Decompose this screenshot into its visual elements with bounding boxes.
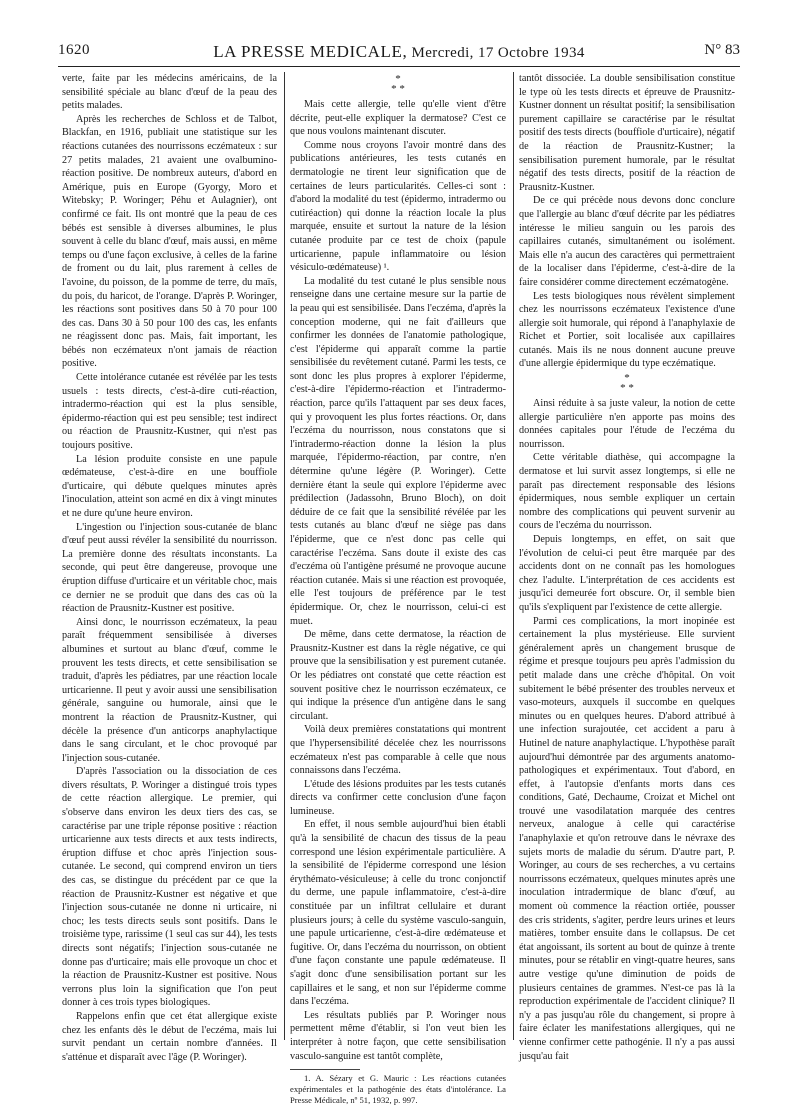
column-3 (519, 72, 735, 1063)
paragraph: La modalité du test cutané le plus sensible nous renseigne dans une certaine mesure sur la partie de la peau qui est sensibilisée. Dans l'eczéma, d'après la conception moderne, qui ne fait d'ailleurs que confirmer les données de l'anatomie pathologique, c'est l'épiderme qui apparaît comme la partie sensibilisée du revêtement cutané. Parmi les tests, ce sont donc les plus propres à explorer l'épiderme, c'est-à-dire l'épidermo-réaction et l'intradermo-réaction, parce qu'ils l'attaquent par ses deux faces, qui y provoquent les plus fortes réactions. Or, dans l'eczéma du nourrisson, nous constatons que si l'intradermo-réaction donne la lésion la plus marquée, l'épidermo-réaction, par contre, n'en détermine qu'une légère (P. Woringer). Cette dernière étant la seule qui explore l'épiderme avec prédilection (Jadassohn, Bruno Bloch), on doit déduire de ce fait que la sensibilité révélée par les tests cutanés au blanc d'œuf ne siège pas dans l'épiderme, que ce n'est donc pas celle qui caractérise l'eczéma. Sans doute il existe des cas d'eczéma où l'antigène présumé ne provoque aucune réaction cutanée. Mais si une réaction est provoquée, elle l'est toujours de préférence par le test épidermique. Or, chez le nourrisson, celui-ci est muet. (290, 275, 506, 627)
issue-date: Mercredi, 17 Octobre 1934 (411, 45, 585, 61)
column-divider (513, 72, 514, 1040)
paragraph: Après les recherches de Schloss et de Talbot, Blackfan, en 1916, publiait une statistique sur les réactions cutanées des nourrissons eczémateux : sur 27 petits malades, 21 avaient une ovalbumino-réaction positive. De nombreux auteurs, d'abord en Amérique, puis en Europe (Gyorgy, Moro et Witebsky; P. Woringer; Péhu et Aulagnier), ont confirmé ce fait. Ils ont montré que la peau de ces bébés est sensible à diverses albumines, le plus souvent à celle du blanc d'œuf, mais aussi, en même temps ou d'une façon exclusive, à celles de la farine de froment ou du lait, plus rarement à celles de l'avoine, du poisson, de la pomme de terre, du maïs, du pois, du haricot, de l'orange. D'après P. Woringer, les réactions sont positives dans 50 à 70 pour 100 des cas. Dans 30 à 50 pour 100 des cas, les enfants ne réagissent donc pas. Mais, fait important, les bébés non eczémateux n'ont jamais de réaction positive. (62, 113, 277, 370)
page-number: 1620 (58, 42, 90, 58)
page-header (58, 42, 740, 64)
paragraph: Comme nous croyons l'avoir montré dans des publications antérieures, les tests cutanés en dermatologie ne tirent leur signification que de certaines de leurs particularités. Celles-ci sont : d'abord la modalité du test (épidermo, intradermo ou cutiréaction) qui donne la réaction locale la plus marquée, ensuite et surtout la nature de la lésion cutanée produite par ce test de choix (papule urticarienne, papule inflammatoire ou lésion vésiculo-œdémateuse) ¹. (290, 139, 506, 274)
issue-number: N° 83 (704, 42, 740, 58)
paragraph: verte, faite par les médecins américains, de la sensibilité spéciale au blanc d'œuf de la peau des petits malades. (62, 73, 277, 112)
paragraph: L'étude des lésions produites par les tests cutanés directs va confirmer cette conclusion d'une façon lumineuse. (290, 778, 506, 817)
column-2 (290, 72, 506, 1106)
paragraph: Ainsi réduite à sa juste valeur, la notion de cette allergie particulière n'en apporte pas moins des données capitales pour l'étude de l'eczéma du nourrisson. (519, 398, 735, 450)
column-divider (284, 72, 285, 1040)
paragraph: Cette véritable diathèse, qui accompagne la dermatose et lui survit assez longtemps, si elle ne paraît pas directement responsable des lésions épidermiques, nous semble expliquer un certain nombre des complications qui peuvent survenir au cours de l'eczéma du nourrisson. (519, 452, 735, 532)
paragraph: Parmi ces complications, la mort inopinée est certainement la plus mystérieuse. Elle survient généralement après un changement brusque de régime et presque toujours peu après l'admission du petit malade dans une crèche d'hôpital. On voit subitement le bébé présenter des troubles nerveux et vaso-moteurs, auxquels il succombe en quelques minutes ou en quelques heures. D'abord attribué à une infection surajoutée, cet accident a paru à Hutinel de nature anaphylactique. L'hypothèse paraît aujourd'hui démontrée par des arguments anatomo-pathologiques et expérimentaux. Tout d'abord, en effet, à l'autopsie d'enfants morts dans ces conditions, Gaté, Dechaume, Croizat et Michel ont trouvé une vasodilatation marquée des centres nerveux, analogue à celle qui caractérise l'anaphylaxie et qu'on retrouve dans le névraxe des sujets morts de maladie du sérum. D'autre part, P. Woringer, au cours de ses recherches, a vu certains nourrissons eczémateux, quelques minutes après une inoculation intradermique de blanc d'œuf, au moment où commence la réaction ortiée, pousser des cris stridents, s'agiter, perdre leurs urines et leurs matières, tomber ensuite dans le collapsus. De cet état angoissant, ils sortent au bout de quinze à trente minutes, pour se rétablir en vingt-quatre heures, sans autre vestige qu'une diminution de poids de plusieurs centaines de grammes. N'est-ce pas là la reproduction expérimentale de l'accident clinique? Il n'y a pas jusqu'au rôle du changement, si propre à faire éclater les manifestations allergiques, qui ne vienne confirmer cette pathogénie. Il n'y a pas aussi jusqu'au fait (519, 615, 735, 1062)
publication-name: LA PRESSE MEDICALE, (213, 42, 408, 61)
paragraph: Ainsi donc, le nourrisson eczémateux, la peau paraît fréquemment sensibilisée à diverses albumines et surtout au blanc d'œuf, comme le prouvent les tests directs, et cette sensibilisation se traduit, d'après les pédiatres, par une réaction locale urticarienne. Il peut y avoir aussi une sensibilisation générale, sanguine ou humorale, ainsi que le montrent la réaction de Prausnitz-Kustner, qui décèle la présence d'un anticorps anaphylactique dans le sang circulant, et le choc provoqué par l'injection sous-cutanée. (62, 616, 277, 764)
paragraph: Depuis longtemps, en effet, on sait que l'évolution de celui-ci peut être marquée par des accidents dont on ne connaît pas les homologues chez l'adulte. L'interprétation de ces accidents est jusqu'ici demeurée fort obscure. Or, il semble bien qu'ils s'expliquent par l'existence de cette allergie. (519, 534, 735, 613)
footnote-rule (290, 1069, 360, 1070)
paragraph: D'après l'association ou la dissociation de ces divers résultats, P. Woringer a distingué trois types de cette réaction allergique. Le premier, qui s'observe dans environ les deux tiers des cas, se caractérise par une triple réponse positive : réaction urticarienne aux tests directs et aux tests indirects, éruption diffuse et choc après l'injection sous-cutanée. Le second, qui comprend environ un tiers des cas, se distingue du précédent par ce que la réaction de Prausnitz-Kustner est négative et que l'injection sous-cutanée ne donne ni urticaire, ni choc; les tests directs seuls sont positifs. Dans le troisième type, rarissime (1 seul cas sur 44), les tests directs sont négatifs; l'injection sous-cutanée ne donne pas d'urticaire; mais elle provoque un choc et la réaction de Prausnitz-Kustner est positive. Nous verrons plus loin la signification que l'on peut donner à ces trois types biologiques. (62, 766, 277, 1009)
paragraph: En effet, il nous semble aujourd'hui bien établi qu'à la sensibilité de chacun des tissus de la peau correspond une lésion expérimentale particulière. A la sensibilité de l'épiderme correspond une lésion érythémato-vésiculeuse; à celle du tronc conjonctif du derme, une papule inflammatoire, c'est-à-dire constituée par un infiltrat cellulaire et durant plusieurs jours; à celle du système vasculo-sanguin, une papule urticarienne, c'est-à-dire œdémateuse et fugitive. Or, dans l'eczéma du nourrisson, on obtient d'une façon constante une papule œdémateuse. Il s'agit donc d'une sensibilisation portant sur les capillaires et le sang, et non sur l'épiderme comme dans l'eczéma. (290, 819, 506, 1008)
paragraph: L'ingestion ou l'injection sous-cutanée de blanc d'œuf peut aussi révéler la sensibilité du nourrisson. La première donne des résultats inconstants. La seconde, qui peut être dangereuse, provoque une éruption diffuse d'urticaire et un véritable choc, mais ce dernier ne se produit que dans des cas où la réaction de Prausnitz-Kustner est positive. (62, 521, 277, 615)
section-separator: * * * (620, 372, 634, 395)
section-separator: * * * (391, 73, 405, 95)
paragraph: Mais cette allergie, telle qu'elle vient d'être décrite, peut-elle expliquer la dermatose? C'est ce que nous voulons maintenant discuter. (290, 99, 506, 138)
running-title (58, 42, 740, 62)
column-1 (62, 72, 277, 1064)
header-rule (58, 66, 740, 67)
paragraph: tantôt dissociée. La double sensibilisation constitue le type où les tests directs et épreuve de Prausnitz-Kustner donnent un résultat positif; la sensibilisation purement capillaire se caractérise par le résultat positif des tests directs (bouffiole d'urticaire), négatif de la réaction de Prausnitz-Kustner; la sensibilisation purement humorale, par le résultat négatif des tests directs, positif de la réaction de Prausnitz-Kustner. (519, 73, 735, 193)
paragraph: Voilà deux premières constatations qui montrent que l'hypersensibilité décelée chez les nourrissons eczémateux n'est pas comparable à celle que nous connaissons dans l'eczéma. (290, 724, 506, 777)
paragraph: Les tests biologiques nous révèlent simplement chez les nourrissons eczémateux l'existence d'une allergie soit humorale, qui répond à l'anaphylaxie de Richet et Portier, soit localisée aux capillaires cutanés. Mais ils ne nous donnent aucune preuve d'une allergie épidermique du type eczématique. (519, 290, 735, 370)
footnote: 1. A. Sézary et G. Mauric : Les réactions cutanées expérimentales et la pathogénie des états d'intolérance. La Presse Médicale, nº 51, 1932, p. 997. (290, 1073, 506, 1106)
paragraph: De même, dans cette dermatose, la réaction de Prausnitz-Kustner est dans la règle négative, ce qui prouve que la sensibilisation y est purement cutanée. Or les pédiatres ont constaté que cette réaction est souvent positive chez le nourrisson eczémateux, ce qui indique la présence d'un antigène dans le sang circulant. (290, 629, 506, 722)
paragraph: La lésion produite consiste en une papule œdémateuse, c'est-à-dire en une bouffiole d'urticaire, qui débute quelques minutes après l'inoculation, atteint son acmé en dix à vingt minutes et ne dure qu'une heure environ. (62, 453, 277, 519)
paragraph: Cette intolérance cutanée est révélée par les tests usuels : tests directs, c'est-à-dire cuti-réaction, intradermo-réaction qui est la plus sensible, épidermo-réaction qui est peu sensible; test indirect ou réaction de Prausnitz-Kustner, qui n'est pas toujours positive. (62, 372, 277, 452)
paragraph: Rappelons enfin que cet état allergique existe chez les enfants dès le début de l'eczéma, mais lui survit pendant un certain nombre d'années. Il s'atténue et disparaît avec l'âge (P. Woringer). (62, 1010, 277, 1063)
paragraph: Les résultats publiés par P. Woringer nous permettent même d'établir, si l'on veut bien les interpréter à notre façon, que cette sensibilisation vasculo-sanguine est tantôt complète, (290, 1009, 506, 1062)
paragraph: De ce qui précède nous devons donc conclure que l'allergie au blanc d'œuf décrite par les pédiatres intéresse le milieu sanguin ou les parois des capillaires cutanés, simultanément ou isolément. Mais elle n'a aucun des caractères qui permettraient de la localiser dans l'épiderme, c'est-à-dire de la faire considérer comme directement eczématogène. (519, 195, 735, 288)
